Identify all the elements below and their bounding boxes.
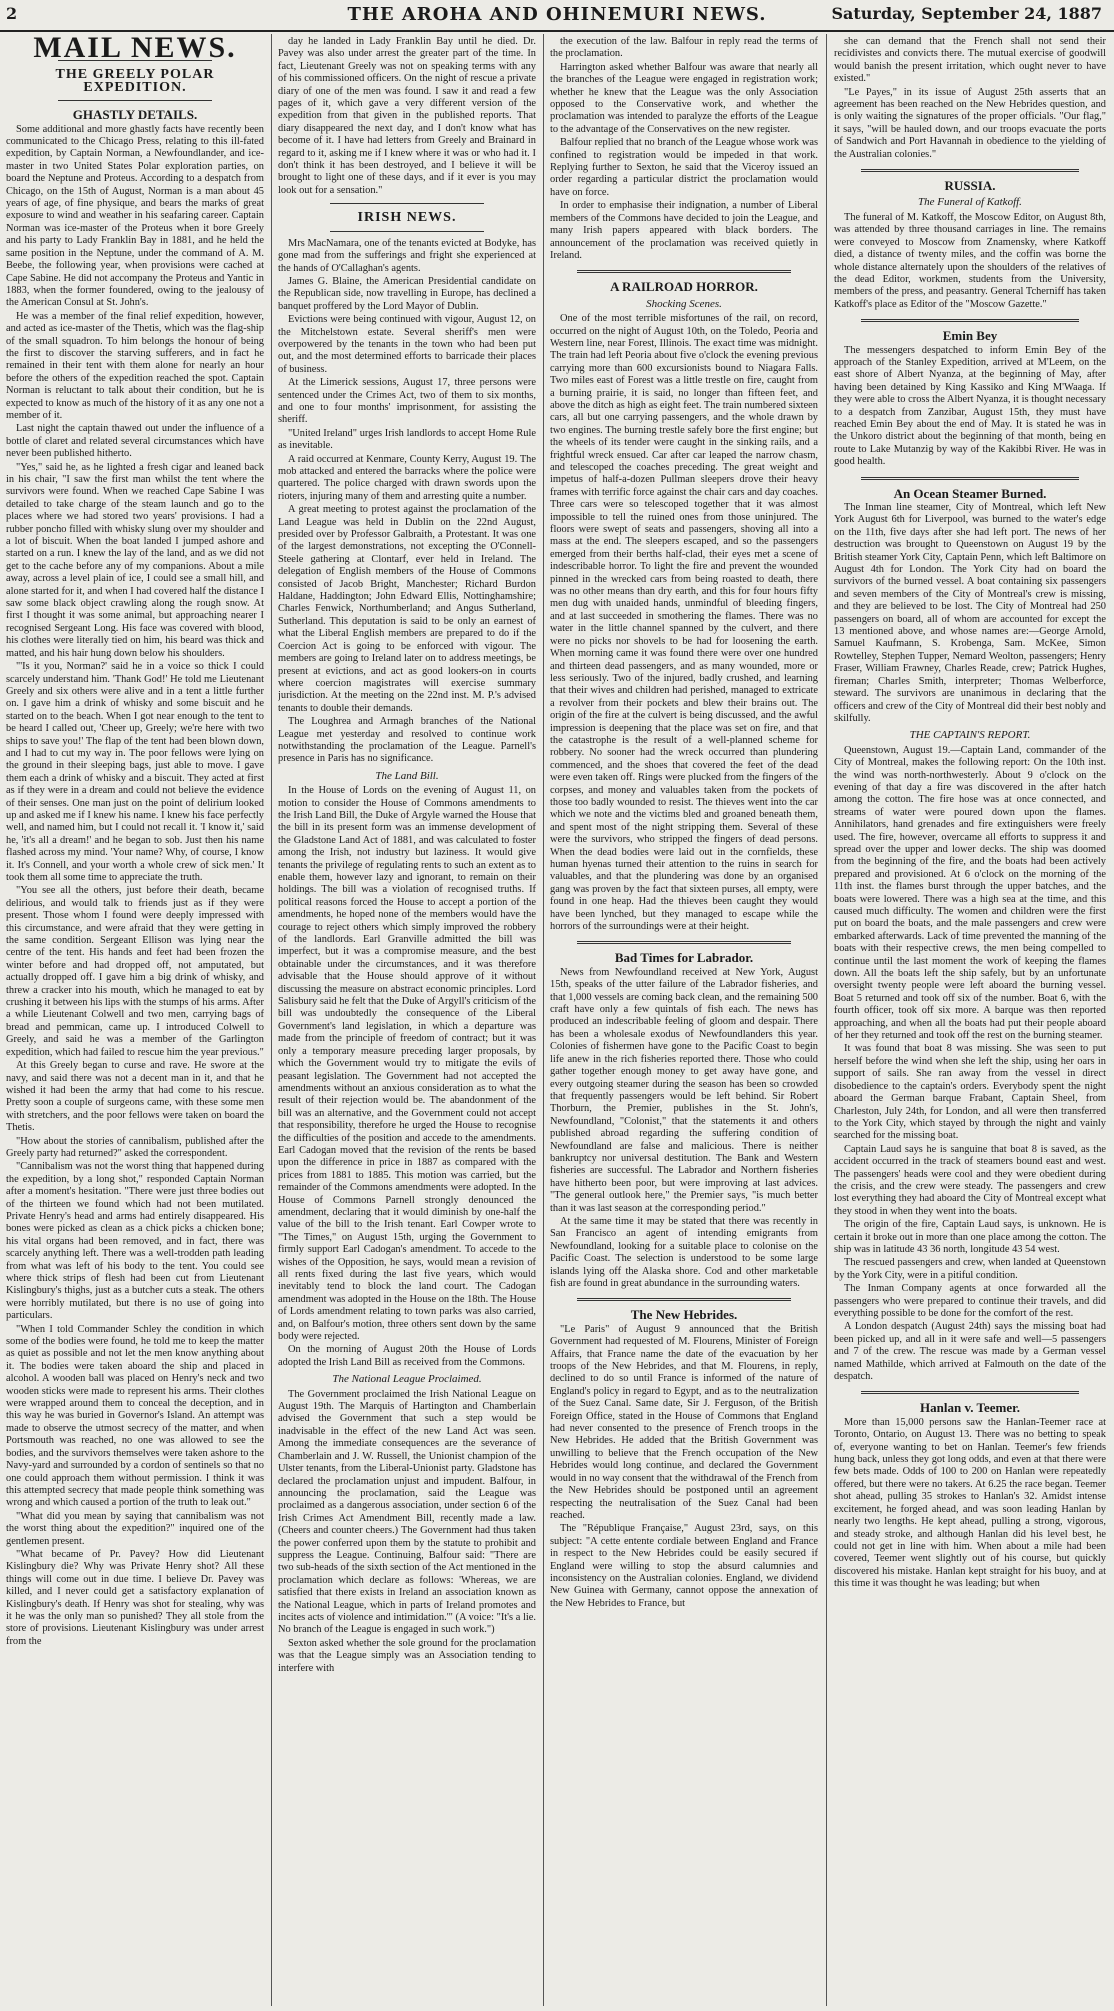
article-body-league xyxy=(278,1389,536,1675)
running-header xyxy=(0,0,1114,32)
paragraph: News from Newfoundland received at New York, August 15th, speaks of the utter failure of the Labrador fisheries, and that 1,000 vessels are coming back clean, and the remaining 500 craft have only a few quintals of fish each. The news has produced an indescribable feeling of gloom and despair. There has been a wholesale exodus of Newfoundlanders this year. Colonies of fishermen have gone to the Pacific Coast to begin life anew in the rich fisheries reported there. Those who could gather together enough money to get away have gone, and every outgoing steamer during the season has been so crowded that frequently passengers would be left behind. Sir Robert Thorburn, the Premier, publishes in the St. John's, Newfoundland, "Colonist," that the statements it and others published abroad regarding the suffering condition of Newfoundland are false and malicious. There is neither bankruptcy nor universal destitution. The Bank and Western fisheries are successful. The Labrador and Northern fisheries have hitherto been poor, but were improving at last advices. "The general outlook here," the Premier says, "is much better than it was last season at the corresponding period." xyxy=(550,966,818,1214)
paragraph: A great meeting to protest against the proclamation of the Land League was held in Dublin on the 22nd August, presided over by Professor Galbraith, a Protestant. It was one of the largest demonstrations, not excepting the O'Connell-Steele gathering at Clontarf, ever held in Ireland. The delegation of English members of the House of Commons consisted of Jacob Bright, Manchester; Richard Burdon Haldane, Haddington; John Edward Ellis, Nottinghamshire; Charles Fenwick, Northumberland; and Angus Sutherland, Sutherland. This deputation is said to be only an earnest of what the Liberal English members are prepared to do if the Coercion Act is going to be enforced with vigour. The members are going to Ireland later on to address meetings, be present at evictions, and act as good lookers-on in courts where coercion magistrates will exercise summary jurisdiction. At the meeting on the 22nd inst. M. P.'s advised tenants to double their demands. xyxy=(278,504,536,714)
issue-date: Saturday, September 24, 1887 xyxy=(831,4,1102,23)
paragraph: Last night the captain thawed out under the influence of a bottle of claret and related several circumstances which have never been published hitherto. xyxy=(6,423,264,460)
headline-irish-news: IRISH NEWS. xyxy=(357,210,457,226)
paragraph: A raid occurred at Kenmare, County Kerry, August 19. The mob attacked and entered the barracks where the police were quartered. The police charged with drawn swords upon the rioters, injuring many of them and arresting quite a number. xyxy=(278,453,536,502)
headline-greely-expedition: THE GREELY POLAR EXPEDITION. xyxy=(55,67,215,95)
headline-steamer-burned: An Ocean Steamer Burned. xyxy=(893,485,1047,501)
divider xyxy=(577,941,791,944)
paragraph: Evictions were being continued with vigour, August 12, on the Mitchelstown estate. Several sheriff's men were overpowered by the tenants in the town who had been put out, and the most determined efforts to barricade their places of business. xyxy=(278,314,536,375)
subhead-ghastly-details: GHASTLY DETAILS. xyxy=(72,107,198,123)
paragraph: In the House of Lords on the evening of August 11, on motion to consider the House of Commons amendments to the Irish Land Bill, the Duke of Argyle warned the House that the bill in its present form was an immense development of the Gladstone Land Act of 1881, and was calculated to foster among the Irish, not industry but laziness. It would give tenants the privilege of regulating rents to such an extent as to enable them, however lazy and ignorant, to remain on their holdings. The bill was a violation of recognised truths. If political reasons forced the House to accept a portion of the amendments, he hoped none of the members would have the courage to reject others which simply improved the robbery of the landlords. Earl Granville admitted the bill was imperfect, but it was a compromise measure, and the best obtainable under the circumstances, and it was therefore advisable that the House should approve of it without discussing the measure on abstract economic principles. Lord Salisbury said he felt that the Duke of Argyll's criticism of the bill was undoubtedly the consequence of the Liberal Government's land legislation, in which a departure was made from the principle of freedom of contract; but it was only a temporary measure preceding larger proposals, by which the Government would try to mitigate the evils of peasant legislation. The Government had not accepted the amendments without an anxious consideration as to what the result of their rejection would be. The abandonment of the bill was an alternative, and the Government could not accept that responsibility, therefore he urged the House to recognise the difficulties of the position and accede to the amendments. Earl Cadogan moved that the revision of the rents be based upon the difference in price in 1887 as compared with the prices from 1881 to 1885. This motion was carried, but the remainder of the Commons amendments were adopted. In the House of Commons Parnell strongly denounced the amendment, declaring that it would diminish by one-half the value of the bill to the Irish tenant. Earl Cowper wrote to "The Times," on August 15th, urging the Government to firmly support Earl Cadogan's amendment. To accede to the wishes of the Opposition, he says, would mean a revision of all rents fixed during the last five years, which would inevitably tend to block the land court. The Cadogan amendment was adopted in the House on the 18th. The House of Lords amendment relating to town parks was also carried, and, on Balfour's motion, three others sent down by the same body were rejected. xyxy=(278,785,536,1343)
article-body-hebrides-cont xyxy=(834,36,1106,161)
paragraph: The messengers despatched to inform Emin Bey of the approach of the Stanley Expedition, arrived at M'Leem, on the east shore of Albert Nyanza, at the beginning of May, after having been detained by King Kassiko and King M'Waaga. If they were able to cross the Albert Nyanza, it is thought necessary to a despatch from Zanzibar, August 15th, they must have reached Emin Bey about the end of May. It is stated he was in the Unkoro district about the beginning of that month, being en route to Lake Mutanzig by way of the Kakibbi River. He was in good health. xyxy=(834,344,1106,468)
subhead-funeral-katkoff: The Funeral of Katkoff. xyxy=(918,196,1022,209)
subhead-captains-report: THE CAPTAIN'S REPORT. xyxy=(909,729,1031,742)
divider xyxy=(330,203,485,204)
column-2 xyxy=(278,36,536,2004)
divider xyxy=(58,100,213,101)
paragraph: Queenstown, August 19.—Captain Land, commander of the City of Montreal, makes the following report: On the 10th inst. the wind was north-northwesterly. About 9 o'clock on the evening of that day a fire was discovered in the after hatch among the cotton. The fire hose was at once connected, and streams of water were poured down upon the flames. Annihilators, hand grenades and fire extinguishers were freely used. The fire, however, overcame all efforts to suppress it and spread over the upper and lower decks. The ship was doomed from the beginning of the fire, and the boats had been actively prepared and provisioned. At 6 o'clock on the morning of the 11th inst. the flames burst through the upper batches, and the boats were lowered. There was a high sea at the time, and this caused much difficulty. The women and children were the first put on board the boats, and the male passengers and crew were embarked afterwards. Lack of time prevented the manning of the boats with their respective crews, the men being compelled to continue until the last moment the work of keeping the flames down. All the boats left the ship safely, but by an unfortunate oversight twenty people were left aboard the burning vessel. Boat 5 returned and took off six of the number. Boat 6, with the fourth officer, took off six more. A barque was then reported approaching, and when all the boats had put their people aboard of her they returned and took off the rest on the burning steamer. xyxy=(834,744,1106,1042)
paragraph: The Inman line steamer, City of Montreal, which left New York August 6th for Liverpool, was burned to the water's edge on the 11th, five days after she had left port. The news of her destruction was brought to Queenstown on August 19 by the British steamer York City, Captain Penn, which left Baltimore on August 4th for London. The York City had on board the survivors of the burned vessel. A boat containing six passengers and seven members of the City of Montreal's crew is missing, and they are believed to be lost. The City of Montreal had 250 passengers on board, all of whom are accounted for except the 13 mentioned above, and whose names are:—George Arnold, Samuel Kaufmann, S. Krobenga, Sam. McKee, Simon Rowtelley, Stephen Tupper, Nemard Weolton, passengers; Henry Fraser, William Frawney, Charles Reade, crew; Patrick Hughes, fireman; Charles Smith, interpreter; Thomas Welberforce, steward. The survivors are unanimous in declaring that the officers and crew of the City of Montreal did their best nobly and skilfully. xyxy=(834,502,1106,724)
paragraph: "Le Payes," in its issue of August 25th asserts that an agreement has been reached on the New Hebrides question, and is only waiting the signatures of the proper officials. "Our flag," it says, "will be hauled down, and our troops evacuate the ports of Sandwich and Port Havannah in obedience to the yielding of the Australian colonies." xyxy=(834,86,1106,160)
article-body-captains-report xyxy=(834,745,1106,1384)
paragraph: At this Greely began to curse and rave. He swore at the navy, and said there was not a decent man in it, and that he wished it had been the army that had come to his rescue. Pretty soon a couple of surgeons came, with these some men with stretchers, and the poor fellows were taken on board the Thetis. xyxy=(6,1060,264,1134)
paragraph: One of the most terrible misfortunes of the rail, on record, occurred on the night of August 10th, on the Toledo, Peoria and Western line, near Forest, Illinois. The exact time was midnight. The train had left Peoria about five o'clock the evening previous carrying more than 600 excursionists bound to Niagara Falls. Two miles east of Forest was a little trestle on fire, caught from a burning prairie, it is said, no longer than fifteen feet, and above the ditch as high as eight feet. The train numbered sixteen cars, all but one carrying passengers, and the whole drawn by two engines. The burning trestle safely bore the first engine; but the wheels of its tender were caught in the sinking rails, and a frightful wreck ensued. Car after car leaped the narrow chasm, and telescoped the coaches preceding. The great weight and impetus of half-a-dozen Pullman sleepers drove their heavy frames with terrific force against the chair cars and day coaches. Three cars were so telescoped together that it was almost impossible to tell the ruined ones from those uninjured. The floors were swept of seats and passengers, shoving all into a mass at the end. The sleepers escaped, and so the passengers emerged from their berths half-clad, their eyes met a scene of indescribable horror. To light the fire and prevent the wounded pinned in the wrecked cars from being roasted to death, there was no other means than dry earth, and this for four hours fifty men dug with unaided hands, unmindful of bleeding fingers, and at last succeeded in smothering the flames. There was no water in the little channel spanned by the culvert, and there were no picks nor shovels to be had for loosening the earth. When morning came it was found there were over one hundred and thirteen dead passengers, and as many wounded, more or less seriously. Two of the injured, badly crushed, and learning that their wives and children had perished, managed to extricate a revolver from their pockets and blew their brains out. The origin of the fire at the culvert is being discussed, and the awful impression is deepening that the place was set on fire, and that the catastrophe is the result of a well-planned scheme for robbery. No sooner had the wreck occurred than plundering commenced, and the shoes that covered the feet of the dead were even taken off. Rings were plucked from the fingers of the corpses, and money and valuables taken from the pockets of those too badly wounded to resist. The thieves went into the car which we note and the victims bled and groaned beneath them, and spent most of the night stripping them. Several of these were the survivors, who stripped the fingers of dead persons. When the dead bodies were laid out in the cornfields, these human hyenas turned their attention to the ruins in search for valuables, and that the plundering was done by an organised gang was proven by the fact that sixteen purses, all empty, were found in one heap. Had the thieves been caught they would have been lynched, but they managed to escape while the horrors of the surroundings were at their height. xyxy=(550,313,818,933)
paragraph: "What became of Pr. Pavey? How did Lieutenant Kislingbury die? Why was Private Henry shot? All these things will come out in due time. I believe Dr. Pavey was killed, and I never could get a satisfactory explanation of Kislingbury's death. If Henry was shot for stealing, why was it he was the only man so punished? They all stole from the store of provisions. Lieutenant Kislingbury was under arrest from the xyxy=(6,1548,264,1647)
paragraph: In order to emphasise their indignation, a number of Liberal members of the Commons have decided to join the League, and many Irish papers appeared with black borders. The announcement of the proclamation was received quietly in Ireland. xyxy=(550,200,818,261)
paragraph: The Government proclaimed the Irish National League on August 19th. The Marquis of Hartington and Chamberlain advised the Government that such a step would be inadvisable in the effect of the new Land Act was seen. Among the immediate consequences are the severance of Chamberlain and J. W. Russell, the Unionist champion of the Ulster tenants, from the Liberal-Unionist party. Gladstone has declared the proclamation unjust and impudent. Balfour, in announcing the proclamation, said the League was proclaimed as a dangerous association, under section 6 of the Irish Crimes Act Amendment Bill, recently made a law. (Cheers and counter cheers.) The Government had thus taken the power conferred upon them by the statute to prohibit and suppress the League. Continuing, Balfour said: "There are two sub-heads of the sixth section of the Act mentioned in the proclamation which declare as follows: 'Whereas, we are satisfied that there exists in Ireland an association known as the National League, which in parts of Ireland promotes and incites acts of violence and intimidation.'" (A voice: "It's a lie. No branch of the League is engaged in such work.") xyxy=(278,1388,536,1636)
column-rule xyxy=(826,34,827,2006)
paragraph: "Cannibalism was not the worst thing that happened during the expedition, by a long shot," responded Captain Norman after a moment's hesitation. "There were just three bodies out of the thirteen we found which had not been mutilated. Private Henry's head and arms had entirely disappeared. His bones were picked as clean as a chick picks a chicken bone; his vital organs had been removed, and in fact, there was scarcely anything left. There was a well-trodden path leading from what was left of his body to the tent. You could see where thick strips of flesh had been cut from Lieutenant Kislingbury's thighs, just as a butcher cuts a steak. The others were horribly mutilated, but there is no use of going into particulars. xyxy=(6,1161,264,1322)
headline-hanlan-teemer: Hanlan v. Teemer. xyxy=(920,1400,1020,1416)
paragraph: "Le Paris" of August 9 announced that the British Government had requested of M. Flourens, Minister of Foreign Affairs, that France name the date of the evacuation by her troops of the New Hebrides, and that M. Flourens, in reply, declined to do so until France is informed of the nature of England's policy in regard to Egypt, and as to the neutralization of the Suez Canal. Same date, Sir J. Ferguson, of the British Foreign Office, stated in the House of Commons that England had never consented to the presence of French troops in the New Hebrides. He added that the British Government was unwilling to believe that the French occupation of the New Hebrides would long continue, and declared the Government would in no way consent that the withdrawal of the French from the New Hebrides should be postponed until an agreement respecting the neutralisation of the Suez Canal had been reached. xyxy=(550,1323,818,1521)
paragraph: Sexton asked whether the sole ground for the proclamation was that the League simply was an Association tending to interfere with xyxy=(278,1637,536,1674)
newspaper-title: THE AROHA AND OHINEMURI NEWS. xyxy=(347,4,767,25)
paragraph: At the Limerick sessions, August 17, three persons were sentenced under the Crimes Act, two of them to six months, and one to four months' imprisonment, for assisting the sheriff. xyxy=(278,377,536,426)
column-3 xyxy=(550,36,818,2004)
subhead-league-proclaimed: The National League Proclaimed. xyxy=(332,1373,482,1386)
paragraph: day he landed in Lady Franklin Bay until he died. Dr. Pavey was also under arrest the greater part of the time. In fact, Lieutenant Greely was not on speaking terms with any of his commissioned officers. On the night of rescue a private diary of one of the men was found. I saw it and read a few pages of it, which gave a very different version of the expedition from that given in the published reports. That diary disappeared the next day, and I don't know what has become of it. I have had letters from Greely and Brainard in regard to it, asking me if I knew where it was or who had it. I don't think it has been destroyed, and I believe it will be brought to light one of these days, and if it ever is you may look out for a sensation." xyxy=(278,36,536,196)
divider xyxy=(577,270,791,273)
article-body-labrador xyxy=(550,967,818,1291)
column-1 xyxy=(6,36,264,2004)
paragraph: At the same time it may be stated that there was recently in San Francisco an agent of intending emigrants from Newfoundland, looking for a suitable place to colonise on the Pacific Coast. The selection is understood to be some large islands lying off the Alaska shore. Cod and other marketable fish are found in great abundance in the surrounding waters. xyxy=(550,1215,818,1289)
paragraph: The Loughrea and Armagh branches of the National League met yesterday and resolved to continue work notwithstanding the proclamation of the League. Parnell's presence in Paris has no significance. xyxy=(278,716,536,765)
divider xyxy=(861,1391,1079,1394)
paragraph: Balfour replied that no branch of the League whose work was confined to registration would be impeded in that work. Replying further to Sexton, he said that the Viceroy issued an order regarding a particular district the proclamation would have on force. xyxy=(550,137,818,198)
paragraph: Harrington asked whether Balfour was aware that nearly all the branches of the League were engaged in registration work; whether he knew that the League was the only Association opposed to the Conservative work, and whether the proclamation was intended to paralyze the efforts of the League to the advantage of the Conservatives on the new register. xyxy=(550,61,818,135)
headline-labrador: Bad Times for Labrador. xyxy=(614,950,754,966)
column-rule xyxy=(271,34,272,2006)
paragraph: The origin of the fire, Captain Laud says, is unknown. He is certain it broke out in more than one place among the cotton. The ship was in latitude 43 36 north, longitude 43 54 west. xyxy=(834,1219,1106,1255)
paragraph: she can demand that the French shall not send their recidivistes and convicts there. The mutual exercise of goodwill would banish the present irritation, which ought never to have existed." xyxy=(834,36,1106,85)
paragraph: It was found that boat 8 was missing. She was seen to put herself before the wind when she left the ship, using her oars in support of sails. She ran away from the vessel in direct disobedience to the captain's orders. Everybody spent the night aboard the German barque Frabant, Captain Sheel, from Charleston, July 24th, for London, and all were then transferred to the York City, which stayed by through the night and vainly searched for the missing boat. xyxy=(834,1043,1106,1142)
paragraph: He was a member of the final relief expedition, however, and acted as ice-master of the Thetis, which was the flag-ship of the small squadron. To him belongs the honour of being the first to discover the starving sufferers, and in fact he remained in their tent with them alone for nearly an hour before the others of the expedition reached the spot. Captain Norman is reluctant to talk about their condition, but he is expected to know as much of the history of it as any one not a member of it. xyxy=(6,310,264,421)
paragraph: "Yes," said he, as he lighted a fresh cigar and leaned back in his chair, "I saw the first man whilst the tent where the survivors were found. When we reached Cape Sabine I was detailed to take charge of the steam launch and go to the places where we had stored two years' provisions. I had a rubber poncho filled with whisky slung over my shoulder and a lot of biscuit. When the boat landed I jumped ashore and started on a run. I knew the lay of the land, and as we did not get to the cache before any of my companions. About a mile away, across a level plain of ice, I could see a small hill, and alone started for it, and when I had covered half the distance I saw some black object crawling along the rough snow. At first I thought it was some animal, but approaching nearer I recognised Sergeant Long. His face was covered with blood, his clothes were literally tied on him, his beard was thick and matted, and his hair hung down below his shoulders. xyxy=(6,461,264,659)
page-number: 2 xyxy=(6,4,18,23)
paragraph: "How about the stories of cannibalism, published after the Greely party had returned?" asked the correspondent. xyxy=(6,1135,264,1159)
paragraph: "What did you mean by saying that cannibalism was not the worst thing about the expedition?" inquired one of the gentlemen present. xyxy=(6,1510,264,1547)
paragraph: "When I told Commander Schley the condition in which some of the bodies were found, he told me to keep the matter as quiet as possible and not let the men know anything about it. The bodies were taken aboard the ship and placed in alcohol. A wooden ball was placed on Henry's neck and two wooden sticks were made to represent his arms. Their clothes were wrapped around them to conceal the deception, and in this way he was buried in Governor's Island. An attempt was made to observe the utmost secrecy of the matter, and when Portsmouth was reached, no one was allowed to see the bodies, and the survivors themselves were taken ashore to the Navy-yard and surrounded by a cordon of sentinels so that no one could approach them without permission. I think it was this attempted secrecy that made people think something was wrong and which caused a portion of the truth to leak out." xyxy=(6,1323,264,1509)
paragraph: A London despatch (August 24th) says the missing boat had been picked up, and all in it were safe and well—5 passengers and 7 of the crew. The rescue was made by a German vessel named Mathilde, which arrived at Falmouth on the date of the despatch. xyxy=(834,1321,1106,1383)
paragraph: More than 15,000 persons saw the Hanlan-Teemer race at Toronto, Ontario, on August 13. There was no betting to speak of, everyone wanting to bet on Hanlan. Teemer's few friends hung back, unless they got long odds, and even at that there were few bets made. Odds of 100 to 200 on Hanlan were repeatedly offered, but there were no takers. At 6.25 the race began. Teemer shot ahead, pulling 35 strokes to Hanlan's 32. Amidst intense excitement, he forged ahead, and was soon leading Hanlan by nearly two lengths. He kept ahead, pulling a strong, vigorous, and steady stroke, and although Hanlan did his level best, he could not get in line with him. When about a mile had been covered, Teemer went slightly out of his course, but quickly discovered his mistake. Hanlan kept straight for his buoy, and at this time it was thought he was leading; but when xyxy=(834,1416,1106,1590)
paragraph: The Inman Company agents at once forwarded all the passengers who were prepared to continue their travels, and did everything possible to be done for the comfort of the rest. xyxy=(834,1283,1106,1319)
article-body-irish-news xyxy=(278,238,536,766)
paragraph: Some additional and more ghastly facts have recently been communicated to the Chicago Press, relating to this ill-fated expedition, by Captain Norman, a Newfoundlander, and ice-master in two United States Polar exploration parties, on board the Neptune and Proteus. According to a despatch from Chicago, on the 15th of August, Norman is a man about 45 years of age, of fine physique, and bears the marks of great exposure to wind and weather in his seafaring career. Captain Norman was ice-master of the Proteus when it bore Greely and his party to Lady Franklin Bay in 1881, and he held the same position in the Neptune, under the command of A. M. Beebe, the following year, when provisions were cached at Cape Sabine. He did not accompany the Proteus and Yantic in 1883, when the former foundered, owing to the jealousy of the American Consul at St. John's. xyxy=(6,123,264,309)
paragraph: The rescued passengers and crew, when landed at Queenstown by the York City, were in a pitiful condition. xyxy=(834,1257,1106,1281)
paragraph: the execution of the law. Balfour in reply read the terms of the proclamation. xyxy=(550,36,818,60)
paragraph: "You see all the others, just before their death, became delirious, and would talk to friends just as if they were present. Those whom I found were deeply impressed with this circumstance, and were afraid that they were getting in the same condition. Sergeant Ellison was lying near the centre of the tent. His hands and feet had been frozen the winter before and had dropped off, not amputated, but actually dropped off. I gave him a big drink of whisky, and threw a cracker into his mouth, which he managed to eat by crushing it between his lips with the stumps of his arms. After a while Lieutenant Colwell and two men, carrying bags of bread and pemmican, came up. I introduced Colwell to Greely, and said he was a member of the Garlington expedition, which had failed to rescue him the year previous." xyxy=(6,885,264,1058)
article-body-land-bill xyxy=(278,785,536,1369)
divider xyxy=(861,477,1079,480)
column-4 xyxy=(834,36,1106,2004)
section-title-mail-news: MAIL NEWS. xyxy=(33,36,237,64)
paragraph: Mrs MacNamara, one of the tenants evicted at Bodyke, has gone mad from the sufferings and fright she experienced at the hands of O'Callaghan's agents. xyxy=(278,237,536,274)
column-rule xyxy=(543,34,544,2006)
headline-new-hebrides: The New Hebrides. xyxy=(630,1307,738,1323)
paragraph: The funeral of M. Katkoff, the Moscow Editor, on August 8th, was attended by three thousand carriages in line. The remains were conveyed to Moscow from Znamensky, where Katkoff died, a distance of twenty miles, and the coffin was borne the whole distance alternately upon the shoulders of the relatives of the dead Editor, workmen, students from the University, members of the press, and peasantry. General Tcherniff has taken Katkoff's place as Editor of the "Moscow Gazette." xyxy=(834,211,1106,310)
paragraph: On the morning of August 20th the House of Lords adopted the Irish Land Bill as received from the Commons. xyxy=(278,1344,536,1368)
paragraph: Captain Laud says he is sanguine that boat 8 is saved, as the accident occurred in the track of steamers bound east and west. The passengers' heads were cool and they were obedient during the crisis, and the crew were steady. The passengers and crew lost everything they had aboard the City of Montreal except what they stood in when they went into the boats. xyxy=(834,1143,1106,1217)
article-body-emin-bey xyxy=(834,345,1106,469)
headline-emin-bey: Emin Bey xyxy=(942,328,998,344)
divider xyxy=(330,231,485,232)
article-body-railroad xyxy=(550,313,818,933)
paragraph: "United Ireland" urges Irish landlords to accept Home Rule as inevitable. xyxy=(278,427,536,452)
paragraph: James G. Blaine, the American Presidential candidate on the Republican side, now travelling in Europe, has declined a banquet proffered by the Lord Mayor of Dublin. xyxy=(278,275,536,312)
article-body-greely-cont xyxy=(278,36,536,197)
article-body-league-cont xyxy=(550,36,818,262)
paragraph: The "République Française," August 23rd, says, on this subject: "A cette entente cordiale between England and France in respect to the New Hebrides could be easily secured if England were willing to stop the absurd calumnies and inconsistency on the Australian colonies. England, we dividend New Guinea with Germany, cannot oppose the annexation of the New Hebrides to France, but xyxy=(550,1523,818,1609)
headline-russia: RUSSIA. xyxy=(944,178,996,194)
article-body-steamer xyxy=(834,502,1106,725)
subhead-shocking-scenes: Shocking Scenes. xyxy=(646,297,722,310)
divider xyxy=(861,319,1079,322)
article-body-hanlan xyxy=(834,1417,1106,1591)
article-body-new-hebrides xyxy=(550,1324,818,1610)
paragraph: "'Is it you, Norman?' said he in a voice so thick I could scarcely understand him. 'Thank God!' He told me Lieutenant Greely and six others were alive and in a tent a little further on. I gave him a drink of whisky and some biscuit and he started on to the beach. When I got near enough to the tent to be heard I called out, 'Cheer up, Greely; we're here with two ships to save you!' The flap of the tent had been blown down, and I had to cut my way in. The poor fellows were lying on the ground in their sleeping bags, just able to move. I gave them each a drink of whisky and a biscuit. They acted at first as if they were in a dream and could not believe the evidence of their senses. One man just on the point of delirium looked up and asked me if I knew his name. I knew his face perfectly well, and named him, but I could not recall it. 'I know it,' said he, 'it's all a dream!' and he began to sob. Just then his name flashed across my mind. 'Your name? Why, of course, I know it. It's Connell, and your worth a whole crew of sick men.' It took them all some time to appreciate the truth. xyxy=(6,661,264,883)
article-body-greely xyxy=(6,124,264,1649)
headline-railroad-horror: A RAILROAD HORROR. xyxy=(610,279,758,295)
article-body-russia xyxy=(834,212,1106,311)
subhead-land-bill: The Land Bill. xyxy=(375,769,439,782)
divider xyxy=(577,1298,791,1301)
divider xyxy=(861,169,1079,172)
